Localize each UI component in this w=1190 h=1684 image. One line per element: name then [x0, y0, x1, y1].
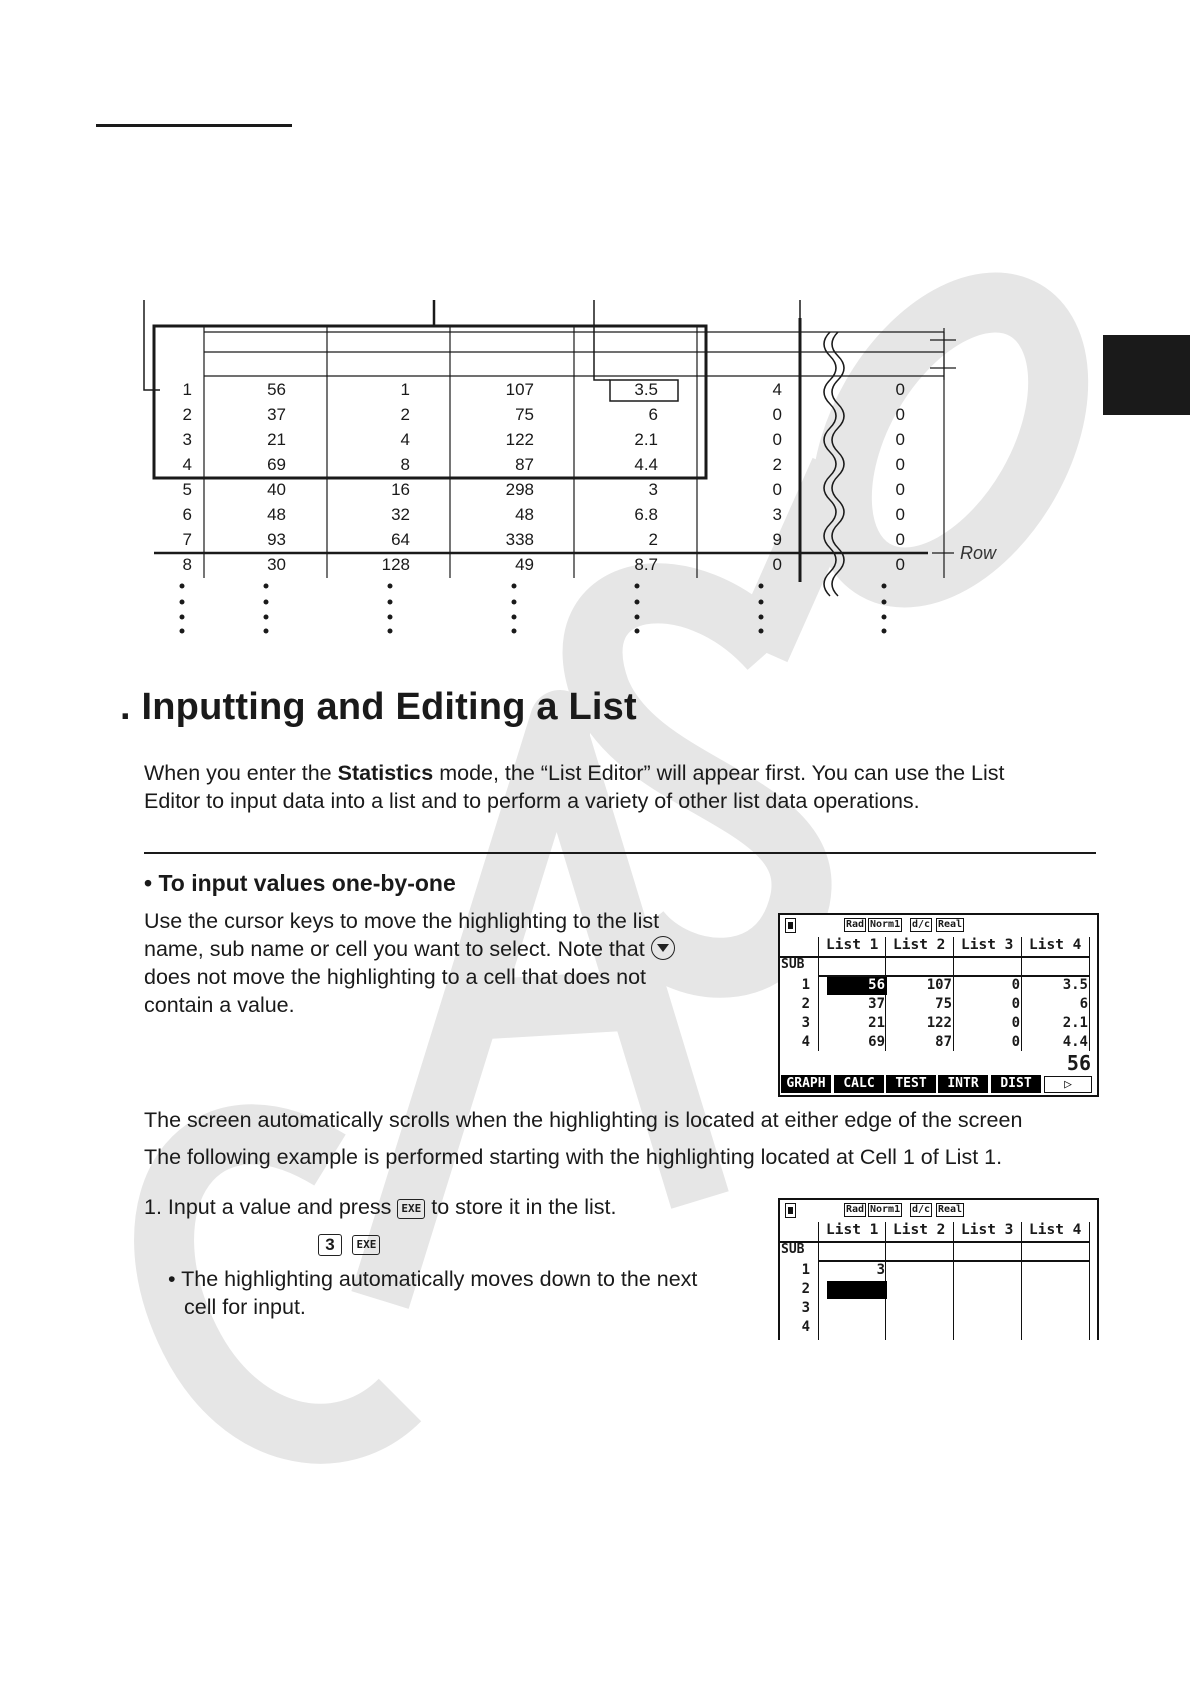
diagram-cell: 2 — [648, 530, 658, 549]
column-divider — [818, 937, 819, 1051]
diagram-cell: 1 — [400, 380, 410, 399]
list-cell — [827, 1281, 887, 1299]
diagram-cell: 0 — [895, 480, 905, 499]
step-1-text-2: to store it in the list. — [431, 1195, 617, 1219]
list-cell: 2.1 — [1062, 1015, 1088, 1031]
list-cell: 37 — [868, 996, 885, 1012]
diagram-cell: 0 — [772, 430, 782, 449]
list-header: List 4 — [1029, 1222, 1082, 1238]
list-cell: 107 — [926, 977, 952, 993]
list-cell: 4.4 — [1062, 1034, 1088, 1050]
list-cell: 56 — [827, 977, 887, 995]
diagram-cell: 4.4 — [634, 455, 658, 474]
list-cell — [962, 1281, 1022, 1299]
list-cell: 87 — [935, 1034, 952, 1050]
list-cell: 6 — [1079, 996, 1088, 1012]
row-number: 1 — [801, 1262, 810, 1278]
diagram-cell: 87 — [515, 455, 534, 474]
diagram-cell: 0 — [895, 505, 905, 524]
list-cell — [1030, 1281, 1090, 1299]
list-cell: 75 — [935, 996, 952, 1012]
diagram-cell: 0 — [895, 405, 905, 424]
diagram-row-number: 1 — [182, 380, 192, 399]
list-cell — [827, 1319, 887, 1337]
diagram-cell: 0 — [895, 455, 905, 474]
row-number: 2 — [801, 996, 810, 1012]
exe-key-icon: EXE — [352, 1235, 380, 1255]
exe-key-icon: EXE — [397, 1199, 425, 1219]
list-header: List 4 — [1029, 937, 1082, 953]
status-badge: Norm1 — [870, 919, 901, 930]
list-cell: 69 — [868, 1034, 885, 1050]
intro-text-1: When you enter the — [144, 761, 338, 785]
function-key-more: ▷ — [1044, 1076, 1092, 1093]
list-cell — [1030, 1319, 1090, 1337]
procedure-line-2: name, sub name or cell you want to select. Note that — [144, 937, 645, 961]
intro-text-2: mode, the “List Editor” will appear first. You can use the List — [433, 761, 1005, 785]
diagram-cell: 8 — [400, 455, 410, 474]
list-cell: 3 — [876, 1262, 885, 1278]
diagram-row-number: 8 — [182, 555, 192, 574]
list-header: List 3 — [961, 1222, 1014, 1238]
list-cell — [962, 1319, 1022, 1337]
list-cell: 0 — [1011, 996, 1020, 1012]
row-number: 4 — [801, 1319, 810, 1335]
diagram-cell: 4 — [400, 430, 410, 449]
diagram-cell: 0 — [895, 555, 905, 574]
status-badge: Rad — [846, 1204, 865, 1215]
diagram-cell: 69 — [267, 455, 286, 474]
diagram-cell: 3 — [772, 505, 782, 524]
cursor-down-key-icon — [651, 936, 675, 960]
status-badge: Norm1 — [870, 1204, 901, 1215]
row-number: 2 — [801, 1281, 810, 1297]
row-number: 3 — [801, 1015, 810, 1031]
step-1 — [144, 1193, 764, 1221]
diagram-cell: 40 — [267, 480, 286, 499]
list-cell — [962, 1300, 1022, 1318]
diagram-row-number: 4 — [182, 455, 192, 474]
status-badge: d/c — [912, 919, 931, 930]
bullet-line-1: • The highlighting automatically moves down to the next — [168, 1267, 698, 1291]
bullet-note — [168, 1265, 768, 1321]
key-sequence — [318, 1234, 380, 1256]
diagram-cell: 107 — [505, 380, 534, 399]
diagram-cell: 128 — [381, 555, 410, 574]
section-divider — [144, 852, 1096, 854]
diagram-cell: 338 — [505, 530, 534, 549]
list-cell: 3.5 — [1062, 977, 1088, 993]
list-cell: 122 — [926, 1015, 952, 1031]
diagram-cell: 16 — [391, 480, 410, 499]
diagram-cell: 0 — [772, 405, 782, 424]
list-header: List 1 — [826, 937, 879, 953]
step-1-text-1: 1. Input a value and press — [144, 1195, 392, 1219]
calculator-screen-after-input — [778, 1198, 1099, 1340]
diagram-cell: 30 — [267, 555, 286, 574]
list-header: List 2 — [893, 937, 946, 953]
header-divider — [780, 956, 1090, 958]
list-cell: 0 — [1011, 977, 1020, 993]
diagram-cell: 32 — [391, 505, 410, 524]
list-header: List 3 — [961, 937, 1014, 953]
function-key-intr: INTR — [938, 1075, 988, 1093]
diagram-row-number: 5 — [182, 480, 192, 499]
diagram-row-number: 7 — [182, 530, 192, 549]
diagram-cell: 56 — [267, 380, 286, 399]
diagram-row-number: 6 — [182, 505, 192, 524]
procedure-line-1: Use the cursor keys to move the highlighting to the list — [144, 909, 660, 933]
intro-text-3: Editor to input data into a list and to perform a variety of other list data operations. — [144, 789, 920, 813]
diagram-cell: 298 — [505, 480, 534, 499]
procedure-heading: • To input values one-by-one — [144, 870, 456, 896]
procedure-line-4: contain a value. — [144, 993, 295, 1017]
row-label: Row — [960, 543, 997, 563]
procedure-paragraph — [144, 907, 744, 1019]
diagram-cell: 0 — [772, 555, 782, 574]
diagram-cell: 2.1 — [634, 430, 658, 449]
row-number: 3 — [801, 1300, 810, 1316]
sub-label: SUB — [781, 1242, 805, 1257]
battery-icon — [785, 1203, 796, 1218]
function-key-dist: DIST — [991, 1075, 1041, 1093]
diagram-cell: 3 — [648, 480, 658, 499]
diagram-cell: 49 — [515, 555, 534, 574]
list-cell — [827, 1300, 887, 1318]
function-key-calc: CALC — [834, 1075, 884, 1093]
scroll-note: The screen automatically scrolls when the highlighting is located at either edge of the screen — [144, 1108, 1023, 1132]
diagram-cell: 48 — [515, 505, 534, 524]
diagram-cell: 48 — [267, 505, 286, 524]
intro-paragraph — [144, 759, 1104, 815]
diagram-cell: 64 — [391, 530, 410, 549]
sub-label: SUB — [781, 957, 805, 972]
status-badge: Real — [938, 1204, 963, 1215]
list-cell — [894, 1281, 954, 1299]
diagram-cell: 93 — [267, 530, 286, 549]
row-number: 4 — [801, 1034, 810, 1050]
list-cell: 0 — [1011, 1015, 1020, 1031]
diagram-cell: 0 — [772, 480, 782, 499]
diagram-cell: 2 — [400, 405, 410, 424]
row-number: 1 — [801, 977, 810, 993]
diagram-cell: 6 — [648, 405, 658, 424]
list-cell — [894, 1319, 954, 1337]
list-header: List 2 — [893, 1222, 946, 1238]
diagram-cell: 9 — [772, 530, 782, 549]
diagram-cell: 4 — [772, 380, 782, 399]
procedure-line-3: does not move the highlighting to a cell that does not — [144, 965, 647, 989]
status-badge: d/c — [912, 1204, 931, 1215]
list-cell — [962, 1262, 1022, 1280]
diagram-cell: 8.7 — [634, 555, 658, 574]
calculator-screen-list-editor — [778, 913, 1099, 1097]
diagram-cell: 21 — [267, 430, 286, 449]
column-divider — [818, 1222, 819, 1340]
status-badge: Rad — [846, 919, 865, 930]
diagram-cell: 75 — [515, 405, 534, 424]
section-title: . Inputting and Editing a List — [120, 686, 637, 728]
list-header: List 1 — [826, 1222, 879, 1238]
example-note: The following example is performed starting with the highlighting located at Cell 1 of List 1. — [144, 1145, 1003, 1169]
mode-name: Statistics — [337, 761, 434, 785]
diagram-cell: 122 — [505, 430, 534, 449]
diagram-cell: 0 — [895, 380, 905, 399]
list-cell: 21 — [868, 1015, 885, 1031]
diagram-cell: 3.5 — [634, 380, 658, 399]
diagram-cell: 0 — [895, 430, 905, 449]
function-key-test: TEST — [886, 1075, 936, 1093]
header-divider — [780, 1241, 1090, 1243]
status-badge: Real — [938, 919, 963, 930]
diagram-cell: 2 — [772, 455, 782, 474]
digit-3-key-icon: 3 — [318, 1234, 342, 1256]
diagram-cell: 6.8 — [634, 505, 658, 524]
function-key-graph: GRAPH — [781, 1075, 831, 1093]
current-value: 56 — [1066, 1051, 1091, 1075]
list-cell: 0 — [1011, 1034, 1020, 1050]
diagram-cell: 0 — [895, 530, 905, 549]
diagram-row-number: 3 — [182, 430, 192, 449]
list-cell — [1030, 1300, 1090, 1318]
diagram-cell: 37 — [267, 405, 286, 424]
list-cell — [1030, 1262, 1090, 1280]
battery-icon — [785, 918, 796, 933]
bullet-line-2: cell for input. — [184, 1295, 306, 1319]
list-cell — [894, 1300, 954, 1318]
diagram-row-number: 2 — [182, 405, 192, 424]
list-cell — [894, 1262, 954, 1280]
